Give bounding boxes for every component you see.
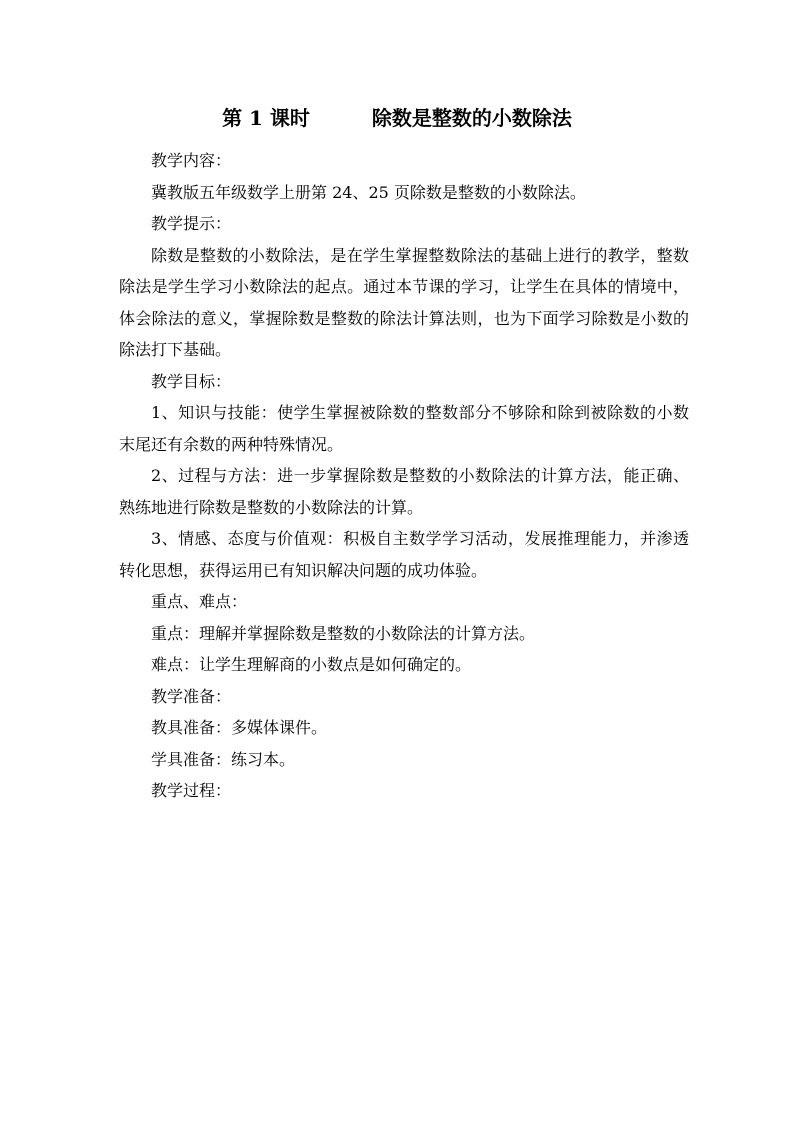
page-title (0, 104, 794, 132)
paragraph-teacher-materials: 教具准备：多媒体课件。 (151, 718, 328, 737)
heading-teaching-preparation: 教学准备： (151, 686, 232, 706)
paragraph-student-materials: 学具准备：练习本。 (151, 749, 296, 769)
heading-teaching-tips: 教学提示： (151, 214, 232, 233)
heading-teaching-process: 教学过程： (151, 781, 232, 800)
lesson-topic: 除数是整数的小数除法 (371, 106, 572, 130)
paragraph-teaching-content: 冀教版五年级数学上册第 24、25 页除数是整数的小数除法。 (151, 182, 586, 202)
lesson-number: 第 1 课时 (222, 106, 310, 130)
heading-teaching-goals: 教学目标： (151, 371, 232, 391)
document-body (119, 145, 689, 807)
goal-knowledge-skills: 1、知识与技能：使学生掌握被除数的整数部分不够除和除到被除数的小数末尾还有余数的两种特殊情况。 (119, 403, 689, 454)
goal-process-method: 2、过程与方法：进一步掌握除数是整数的小数除法的计算方法，能正确、熟练地进行除数是整数的小数除法的计算。 (119, 466, 689, 517)
heading-key-difficult-points: 重点、难点： (151, 592, 248, 611)
paragraph-difficult-point: 难点：让学生理解商的小数点是如何确定的。 (151, 655, 472, 674)
paragraph-key-point: 重点：理解并掌握除数是整数的小数除法的计算方法。 (151, 623, 536, 643)
heading-teaching-content: 教学内容： (151, 151, 232, 170)
paragraph-teaching-tips: 除数是整数的小数除法，是在学生掌握整数除法的基础上进行的教学，整数除法是学生学习小数除法的起点。通过本节课的学习，让学生在具体的情境中，体会除法的意义，掌握除数是整数的除法计算法则，也为下面学习除数是小数的除法打下基础。 (119, 245, 689, 359)
goal-emotion-attitude: 3、情感、态度与价值观：积极自主数学学习活动，发展推理能力，并渗透转化思想，获得运用已有知识解决问题的成功体验。 (119, 529, 689, 580)
